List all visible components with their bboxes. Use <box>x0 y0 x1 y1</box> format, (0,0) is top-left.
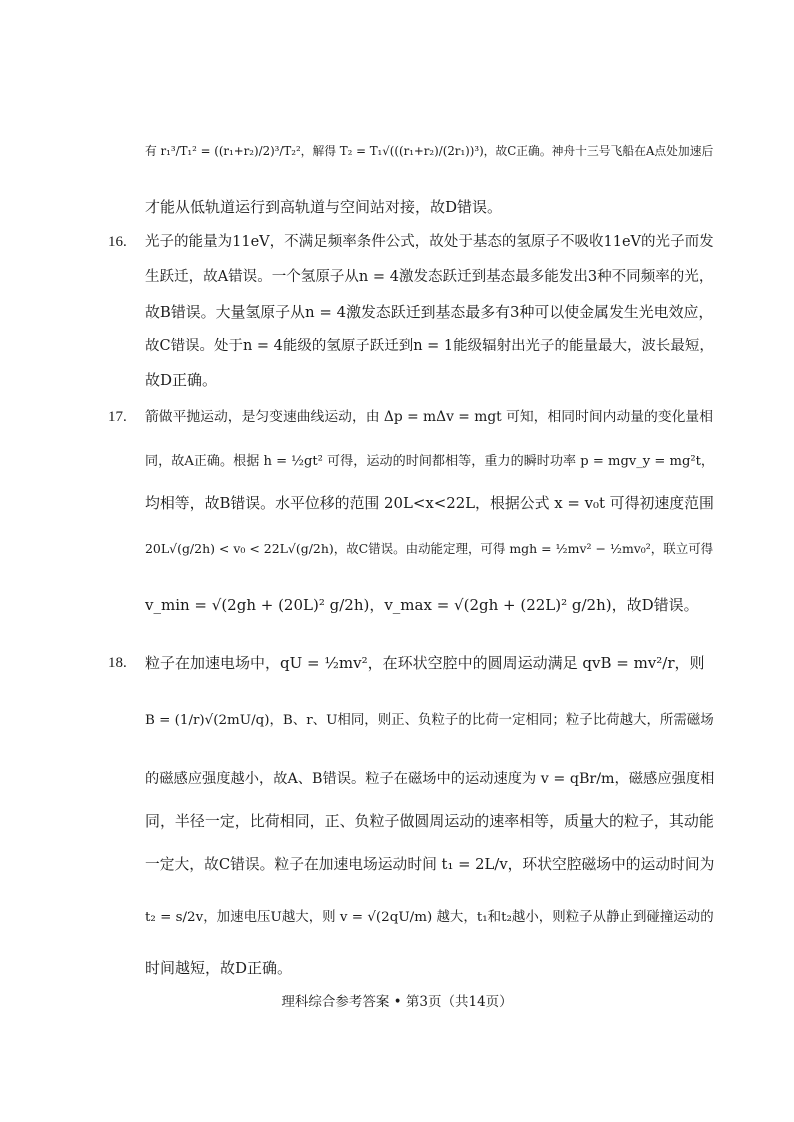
p18-line-6: t₂ = s/2v，加速电压U越大，则 v = √(2qU/m) 越大，t₁和t₂越小，则粒子从静止到碰撞运动的 <box>145 910 714 925</box>
p16-line-3: 故B错误。大量氢原子从n = 4激发态跃迁到基态最多有3种可以使金属发生光电效应， <box>145 303 714 321</box>
p17-line-3: 均相等，故B错误。水平位移的范围 20L<x<22L，根据公式 x = v₀t 可得初速度范围 <box>145 494 714 512</box>
p18-line-7: 时间越短，故D正确。 <box>145 959 293 977</box>
p17-line-2: 同，故A正确。根据 h = ½gt² 可得，运动的时间都相等，重力的瞬时功率 p = mgv_y = mg²t， <box>145 454 714 469</box>
p0-line-2: 才能从低轨道运行到高轨道与空间站对接，故D错误。 <box>145 198 503 216</box>
item-number-16: 16. <box>108 234 127 250</box>
p18-line-4: 同，半径一定，比荷相同，正、负粒子做圆周运动的速率相等，质量大的粒子，其动能 <box>145 812 714 830</box>
p18-line-1: 粒子在加速电场中，qU = ½mv²，在环状空腔中的圆周运动满足 qvB = mv²/r，则 <box>145 654 705 672</box>
p17-line-4: 20L√(g/2h) < v₀ < 22L√(g/2h)，故C错误。由动能定理，可得 mgh = ½mv² − ½mv₀²，联立可得 <box>145 541 714 556</box>
p18-line-2: B = (1/r)√(2mU/q)，B、r、U相同，则正、负粒子的比荷一定相同；粒子比荷越大，所需磁场 <box>145 713 714 728</box>
p17-line-1: 箭做平抛运动，是匀变速曲线运动，由 Δp = mΔv = mgt 可知，相同时间内动量的变化量相 <box>145 409 714 425</box>
p0-line-1: 有 r₁³/T₁² = ((r₁+r₂)/2)³/T₂²，解得 T₂ = T₁√(((r₁+r₂)/(2r₁))³)，故C正确。神舟十三号飞船在A点处加速后 <box>145 144 714 158</box>
page-footer: 理科综合参考答案 • 第3页（共14页） <box>281 994 513 1010</box>
p17-line-5: v_min = √(2gh + (20L)² g/2h)，v_max = √(2gh + (22L)² g/2h)，故D错误。 <box>145 596 699 614</box>
item-number-18: 18. <box>108 655 127 671</box>
p16-line-1: 光子的能量为11eV，不满足频率条件公式，故处于基态的氢原子不吸收11eV的光子而发 <box>145 234 714 250</box>
p18-line-5: 一定大，故C错误。粒子在加速电场运动时间 t₁ = 2L/v，环状空腔磁场中的运动时间为 <box>145 856 715 873</box>
p16-line-5: 故D正确。 <box>145 371 218 389</box>
item-number-17: 17. <box>108 409 127 425</box>
p16-line-2: 生跃迁，故A错误。一个氢原子从n = 4激发态跃迁到基态最多能发出3种不同频率的光， <box>145 269 714 285</box>
p18-line-3: 的磁感应强度越小，故A、B错误。粒子在磁场中的运动速度为 v = qBr/m，磁感应强度相 <box>145 771 715 787</box>
p16-line-4: 故C错误。处于n = 4能级的氢原子跃迁到n = 1能级辐射出光子的能量最大，波长最短， <box>145 338 714 354</box>
